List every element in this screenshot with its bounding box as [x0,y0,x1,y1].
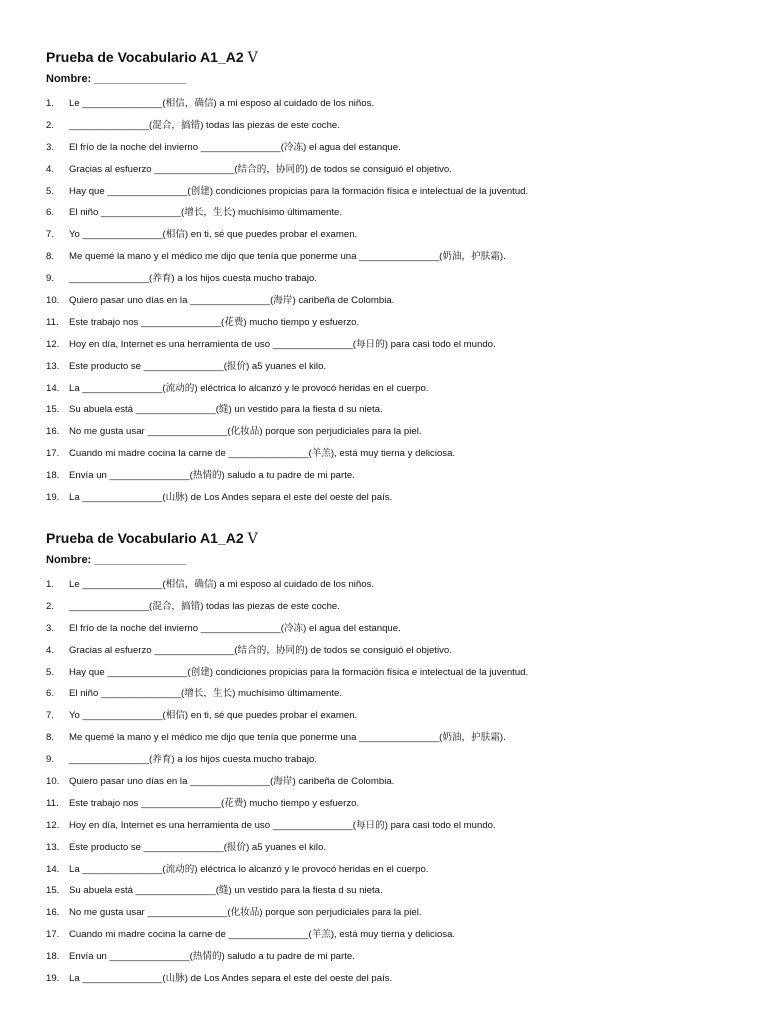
question-item [46,946,746,968]
question-item [46,202,746,224]
question-item [46,968,746,990]
question-text: Hoy en día, Internet es una herramienta de uso _______________(每日的) para casi todo el mundo. [69,819,496,831]
question-number: 12. [46,338,60,350]
question-text: El frío de la noche del invierno _______________(冷冻) el agua del estanque. [69,622,401,634]
question-text: Hay que _______________(创建) condiciones propicias para la formación física e intelectual de la juventud. [69,666,529,678]
question-text: Me quemé la mano y el médico me dijo que tenía que ponerme una _______________(奶油，护肤霜). [69,732,506,744]
question-item [46,246,746,268]
question-item [46,487,746,509]
question-text: Quiero pasar uno días en la _______________(海岸) caribeña de Colombia. [69,295,395,307]
question-number: 14. [46,863,60,875]
question-item [46,683,746,705]
question-number: 19. [46,492,60,504]
question-number: 9. [46,273,55,285]
question-item [46,115,746,137]
question-text: La _______________(山脉) de Los Andes separa el este del oeste del país. [69,973,393,985]
question-item [46,399,746,421]
question-list [46,93,746,509]
question-number: 11. [46,797,59,809]
question-text: La _______________(山脉) de Los Andes separa el este del oeste del país. [69,492,393,504]
question-list [46,574,746,990]
question-text: Quiero pasar uno días en la _______________(海岸) caribeña de Colombia. [69,776,395,788]
question-item [46,859,746,881]
question-item [46,902,746,924]
question-number: 4. [46,163,55,175]
question-text: No me gusta usar _______________(化妆品) porque son perjudiciales para la piel. [69,907,422,919]
question-text: Hoy en día, Internet es una herramienta de uso _______________(每日的) para casi todo el mundo. [69,338,496,350]
question-number: 18. [46,951,60,963]
question-item [46,640,746,662]
question-text: _______________(混合，搞错) todas las piezas de este coche. [69,119,340,131]
question-number: 13. [46,360,60,372]
quiz-title-mark: V [247,531,258,547]
quiz-section-1 [46,48,746,509]
question-text: Este trabajo nos _______________(花费) mucho tiempo y esfuerzo. [69,797,360,809]
question-item [46,443,746,465]
question-item [46,924,746,946]
question-text: _______________(养育) a los hijos cuesta mucho trabajo. [69,754,317,766]
question-text: Gracias al esfuerzo _______________(结合的，协同的) de todos se consiguió el objetivo. [69,644,452,656]
question-item [46,159,746,181]
question-item [46,465,746,487]
question-text: Hay que _______________(创建) condiciones propicias para la formación física e intelectual de la juventud. [69,185,529,197]
quiz-title-text: Prueba de Vocabulario A1_A2 [46,530,244,546]
quiz-title [46,529,746,547]
question-number: 9. [46,754,55,766]
question-item [46,837,746,859]
question-text: Su abuela está _______________(缝) un vestido para la fiesta d su nieta. [69,404,383,416]
question-text: Gracias al esfuerzo _______________(结合的，协同的) de todos se consiguió el objetivo. [69,163,452,175]
quiz-title-text: Prueba de Vocabulario A1_A2 [46,49,244,65]
question-text: Envía un _______________(热情的) saludo a tu padre de mi parte. [69,951,355,963]
question-item [46,662,746,684]
question-item [46,224,746,246]
question-number: 12. [46,819,60,831]
question-text: El niño _______________(增长，生长) muchísimo últimamente. [69,207,343,219]
question-number: 6. [46,688,55,700]
question-number: 8. [46,732,55,744]
question-number: 2. [46,600,55,612]
question-item [46,312,746,334]
question-number: 15. [46,885,60,897]
question-number: 16. [46,907,60,919]
question-item [46,880,746,902]
question-item [46,574,746,596]
question-item [46,705,746,727]
question-item [46,356,746,378]
question-number: 14. [46,382,60,394]
quiz-title-mark: V [247,50,258,66]
question-text: Este trabajo nos _______________(花费) mucho tiempo y esfuerzo. [69,316,360,328]
question-text: La _______________(流动的) eléctrica lo alcanzó y le provocó heridas en el cuerpo. [69,382,429,394]
question-text: Cuando mi madre cocina la carne de _______________(羊羔), está muy tierna y deliciosa. [69,929,456,941]
question-item [46,290,746,312]
question-number: 19. [46,973,60,985]
question-number: 13. [46,841,60,853]
question-text: Este producto se _______________(报价) a5 yuanes el kilo. [69,841,327,853]
question-text: _______________(养育) a los hijos cuesta mucho trabajo. [69,273,317,285]
question-item [46,618,746,640]
question-item [46,596,746,618]
question-item [46,421,746,443]
name-field-label: Nombre: _______________ [46,73,187,85]
question-text: El frío de la noche del invierno _______________(冷冻) el agua del estanque. [69,141,401,153]
question-number: 7. [46,710,55,722]
question-text: Le _______________(相信，确信) a mi esposo al cuidado de los niños. [69,98,375,109]
question-item [46,793,746,815]
question-item [46,378,746,400]
question-number: 17. [46,929,60,941]
question-number: 10. [46,295,60,307]
question-text: Su abuela está _______________(缝) un vestido para la fiesta d su nieta. [69,885,383,897]
question-number: 17. [46,448,60,460]
question-number: 5. [46,666,55,678]
question-number: 3. [46,141,55,153]
question-number: 15. [46,404,60,416]
question-number: 10. [46,776,60,788]
question-text: _______________(混合，搞错) todas las piezas de este coche. [69,600,340,612]
question-number: 5. [46,185,55,197]
question-item [46,93,746,115]
question-item [46,815,746,837]
question-number: 7. [46,229,55,241]
question-text: La _______________(流动的) eléctrica lo alcanzó y le provocó heridas en el cuerpo. [69,863,429,875]
quiz-section-2 [46,529,746,990]
question-text: Este producto se _______________(报价) a5 yuanes el kilo. [69,360,327,372]
question-text: Yo _______________(相信) en ti, sé que puedes probar el examen. [69,710,358,722]
question-item [46,727,746,749]
question-item [46,771,746,793]
question-number: 8. [46,251,55,263]
question-number: 11. [46,316,59,328]
quiz-title [46,48,746,66]
question-text: El niño _______________(增长，生长) muchísimo últimamente. [69,688,343,700]
question-item [46,137,746,159]
question-number: 1. [46,98,55,109]
question-text: Envía un _______________(热情的) saludo a tu padre de mi parte. [69,470,355,482]
question-item [46,268,746,290]
question-text: Le _______________(相信，确信) a mi esposo al cuidado de los niños. [69,579,375,590]
question-item [46,181,746,203]
question-item [46,334,746,356]
question-text: Me quemé la mano y el médico me dijo que tenía que ponerme una _______________(奶油，护肤霜). [69,251,506,263]
question-text: No me gusta usar _______________(化妆品) porque son perjudiciales para la piel. [69,426,422,438]
question-number: 4. [46,644,55,656]
question-number: 2. [46,119,55,131]
question-number: 18. [46,470,60,482]
question-text: Cuando mi madre cocina la carne de _______________(羊羔), está muy tierna y deliciosa. [69,448,456,460]
question-number: 1. [46,579,55,590]
question-number: 6. [46,207,55,219]
question-number: 16. [46,426,60,438]
question-item [46,749,746,771]
name-field-label: Nombre: _______________ [46,554,187,566]
question-text: Yo _______________(相信) en ti, sé que puedes probar el examen. [69,229,358,241]
question-number: 3. [46,622,55,634]
